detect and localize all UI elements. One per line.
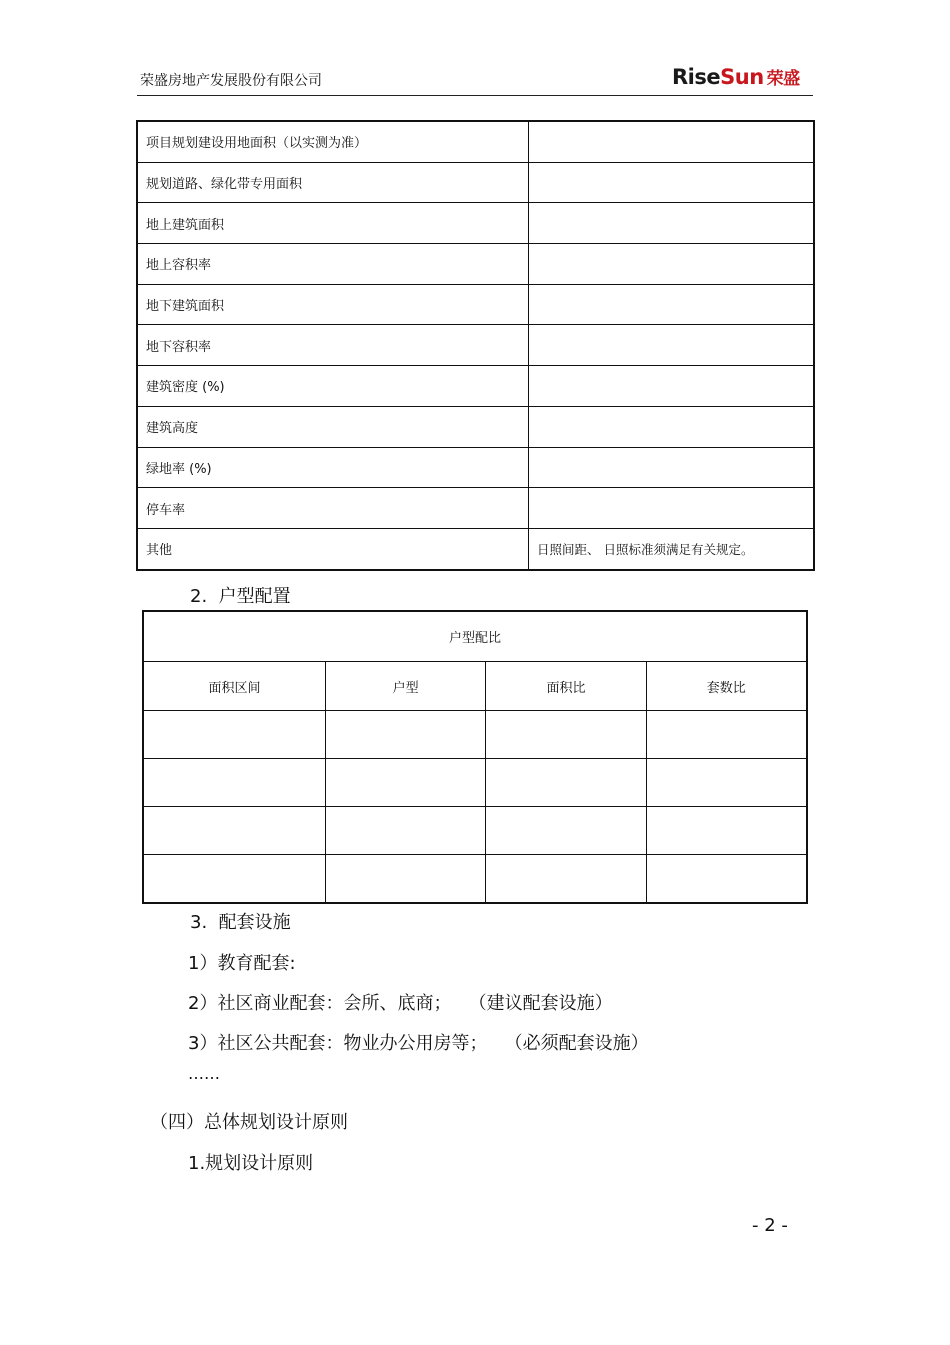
- table-cell: [486, 807, 646, 855]
- table-cell: [143, 711, 325, 759]
- row-value: [529, 366, 815, 407]
- row-value: [529, 244, 815, 285]
- page-number: - 2 -: [752, 1215, 788, 1236]
- row-value: 日照间距、 日照标准须满足有关规定。: [529, 528, 815, 569]
- table-row: [137, 447, 814, 488]
- table-row: [143, 855, 807, 904]
- column-header: 套数比: [646, 662, 807, 711]
- table-cell: [143, 807, 325, 855]
- row-value: [529, 325, 815, 366]
- row-value: [529, 406, 815, 447]
- table-row: [143, 711, 807, 759]
- table-row: [137, 162, 814, 203]
- row-value: [529, 284, 815, 325]
- table-cell: [325, 759, 485, 807]
- logo-rise-text: Rise: [672, 65, 721, 89]
- row-value: [529, 488, 815, 529]
- section-4-heading: （四）总体规划设计原则: [150, 1112, 348, 1133]
- row-value: [529, 121, 815, 162]
- table-row: [137, 325, 814, 366]
- row-label: 绿地率 (%): [137, 447, 529, 488]
- table-cell: [486, 711, 646, 759]
- table-row: [137, 406, 814, 447]
- table-row: [143, 807, 807, 855]
- subsection-heading: 1.规划设计原则: [188, 1153, 314, 1174]
- row-label: 地上容积率: [137, 244, 529, 285]
- table-cell: [143, 855, 325, 904]
- table-cell: [325, 711, 485, 759]
- unit-table-title: 户型配比: [143, 611, 807, 662]
- header-company: 荣盛房地产发展股份有限公司: [140, 73, 322, 89]
- header-divider: [137, 95, 813, 96]
- column-header: 面积区间: [143, 662, 325, 711]
- column-header: 户型: [325, 662, 485, 711]
- row-label: 停车率: [137, 488, 529, 529]
- logo-sun-text: Sun: [720, 65, 764, 89]
- row-value: [529, 203, 815, 244]
- table-row: [137, 488, 814, 529]
- facility-item: 3）社区公共配套：物业办公用房等； （必须配套设施）: [188, 1033, 649, 1054]
- table-row: [143, 759, 807, 807]
- table-row: [137, 121, 814, 162]
- ellipsis: ……: [188, 1064, 220, 1083]
- row-label: 地上建筑面积: [137, 203, 529, 244]
- facility-item: 1）教育配套:: [188, 953, 296, 974]
- table-row: [137, 203, 814, 244]
- table-header-row: [143, 662, 807, 711]
- table-row: [137, 366, 814, 407]
- table-cell: [486, 759, 646, 807]
- row-value: [529, 447, 815, 488]
- unit-mix-table: [142, 610, 808, 904]
- row-label: 地下容积率: [137, 325, 529, 366]
- table-cell: [646, 807, 807, 855]
- section-2-heading: 2. 户型配置: [190, 586, 291, 607]
- land-indicator-table: [136, 120, 815, 571]
- facility-item: 2）社区商业配套：会所、底商； （建议配套设施）: [188, 993, 613, 1014]
- column-header: 面积比: [486, 662, 646, 711]
- table-row: [137, 284, 814, 325]
- table-row: [137, 528, 814, 569]
- row-label: 建筑高度: [137, 406, 529, 447]
- row-label: 建筑密度 (%): [137, 366, 529, 407]
- table-row: [137, 244, 814, 285]
- row-label: 项目规划建设用地面积（以实测为准）: [137, 121, 529, 162]
- section-3-heading: 3. 配套设施: [190, 912, 291, 933]
- row-value: [529, 162, 815, 203]
- row-label: 规划道路、绿化带专用面积: [137, 162, 529, 203]
- table-cell: [486, 855, 646, 904]
- table-cell: [646, 711, 807, 759]
- table-cell: [143, 759, 325, 807]
- table-cell: [646, 855, 807, 904]
- table-cell: [325, 807, 485, 855]
- row-label: 地下建筑面积: [137, 284, 529, 325]
- table-cell: [325, 855, 485, 904]
- row-label: 其他: [137, 528, 529, 569]
- logo-chinese-text: 荣盛: [766, 69, 800, 89]
- company-logo: [672, 64, 800, 89]
- table-cell: [646, 759, 807, 807]
